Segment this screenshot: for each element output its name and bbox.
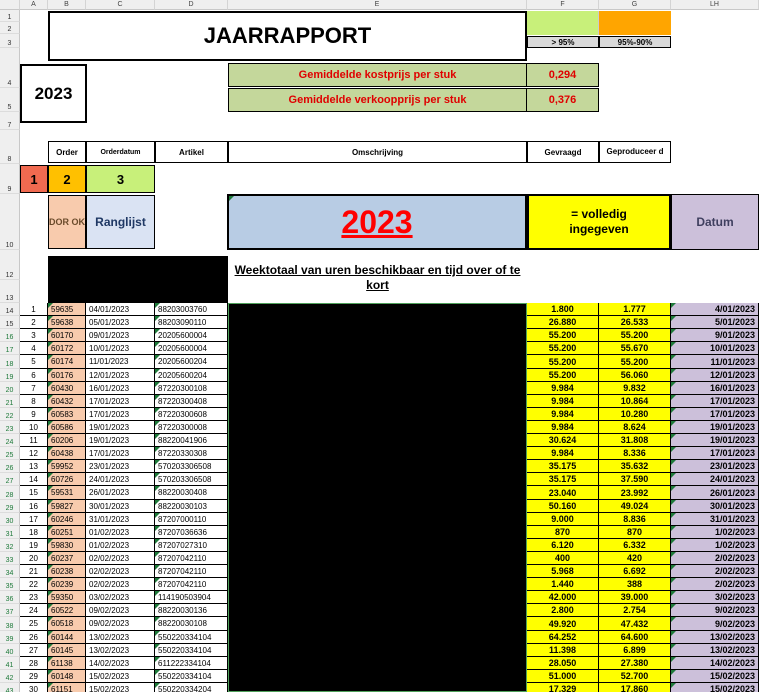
artikel-cell[interactable]: 88203090110 — [155, 316, 228, 329]
artikel-cell[interactable]: 550220334104 — [155, 644, 228, 657]
geproduceerd-cell[interactable]: 6.332 — [599, 539, 671, 552]
orderdatum-cell[interactable]: 09/01/2023 — [86, 329, 155, 342]
volledig-legend: = volledig ingegeven — [527, 194, 671, 250]
gevraagd-cell[interactable]: 26.880 — [527, 316, 599, 329]
datum-cell[interactable]: 13/02/2023 — [671, 631, 759, 644]
orderdatum-cell[interactable]: 03/02/2023 — [86, 591, 155, 604]
header-orderdatum[interactable]: Orderdatum — [86, 141, 155, 163]
geproduceerd-cell[interactable]: 388 — [599, 578, 671, 591]
datum-cell[interactable]: 12/01/2023 — [671, 369, 759, 382]
row-header[interactable]: 3 — [0, 34, 20, 48]
row-header[interactable]: 36 — [0, 591, 20, 604]
order-cell[interactable]: 60251 — [48, 526, 86, 539]
column-header-b[interactable]: B — [48, 0, 86, 10]
artikel-cell[interactable]: 87207042110 — [155, 565, 228, 578]
row-header[interactable]: 35 — [0, 578, 20, 591]
geproduceerd-cell[interactable]: 37.590 — [599, 473, 671, 486]
row-header[interactable]: 41 — [0, 657, 20, 670]
orderdatum-cell[interactable]: 26/01/2023 — [86, 486, 155, 500]
geproduceerd-cell[interactable]: 47.432 — [599, 617, 671, 631]
orderdatum-cell[interactable]: 14/02/2023 — [86, 657, 155, 670]
orderdatum-cell[interactable]: 12/01/2023 — [86, 369, 155, 382]
row-header[interactable]: 9 — [0, 164, 20, 194]
ranglijst-button[interactable]: Ranglijst — [86, 195, 155, 249]
year-box[interactable]: 2023 — [20, 64, 87, 123]
order-cell[interactable]: 60726 — [48, 473, 86, 486]
datum-cell[interactable]: 10/01/2023 — [671, 342, 759, 355]
orderdatum-cell[interactable]: 01/02/2023 — [86, 539, 155, 552]
gevraagd-cell[interactable]: 9.984 — [527, 395, 599, 408]
row-index-cell[interactable]: 7 — [20, 382, 48, 395]
gevraagd-cell[interactable]: 51.000 — [527, 670, 599, 683]
gevraagd-cell[interactable]: 6.120 — [527, 539, 599, 552]
header-geproduceerd[interactable]: Geproduceer d — [599, 141, 671, 163]
order-cell[interactable]: 60522 — [48, 604, 86, 617]
geproduceerd-cell[interactable]: 2.754 — [599, 604, 671, 617]
gevraagd-cell[interactable]: 1.440 — [527, 578, 599, 591]
order-cell[interactable]: 59531 — [48, 486, 86, 500]
order-cell[interactable]: 60170 — [48, 329, 86, 342]
row-header[interactable]: 26 — [0, 460, 20, 473]
order-cell[interactable]: 60518 — [48, 617, 86, 631]
row-index-cell[interactable]: 4 — [20, 342, 48, 355]
row-header[interactable]: 25 — [0, 447, 20, 460]
artikel-cell[interactable]: 87220300108 — [155, 382, 228, 395]
artikel-cell[interactable]: 87207000110 — [155, 513, 228, 526]
orderdatum-cell[interactable]: 17/01/2023 — [86, 447, 155, 460]
artikel-cell[interactable]: 87207036636 — [155, 526, 228, 539]
geproduceerd-cell[interactable]: 9.832 — [599, 382, 671, 395]
header-artikel[interactable]: Artikel — [155, 141, 228, 163]
row-index-cell[interactable]: 18 — [20, 526, 48, 539]
orderdatum-cell[interactable]: 31/01/2023 — [86, 513, 155, 526]
row-index-cell[interactable]: 8 — [20, 395, 48, 408]
row-index-cell[interactable]: 28 — [20, 657, 48, 670]
row-header[interactable]: 27 — [0, 473, 20, 486]
datum-cell[interactable]: 9/01/2023 — [671, 329, 759, 342]
orderdatum-cell[interactable]: 17/01/2023 — [86, 408, 155, 421]
order-cell[interactable]: 60430 — [48, 382, 86, 395]
geproduceerd-cell[interactable]: 6.692 — [599, 565, 671, 578]
row-header[interactable]: 43 — [0, 683, 20, 692]
order-cell[interactable]: 60432 — [48, 395, 86, 408]
geproduceerd-cell[interactable]: 55.200 — [599, 329, 671, 342]
order-cell[interactable]: 60438 — [48, 447, 86, 460]
row-header[interactable]: 8 — [0, 130, 20, 164]
artikel-cell[interactable]: 87220300408 — [155, 395, 228, 408]
sort-button-1[interactable]: 1 — [20, 165, 48, 193]
datum-cell[interactable]: 31/01/2023 — [671, 513, 759, 526]
gevraagd-cell[interactable]: 30.624 — [527, 434, 599, 447]
artikel-cell[interactable]: 87207042110 — [155, 578, 228, 591]
geproduceerd-cell[interactable]: 52.700 — [599, 670, 671, 683]
gevraagd-cell[interactable]: 35.175 — [527, 460, 599, 473]
row-header[interactable]: 30 — [0, 513, 20, 526]
gevraagd-cell[interactable]: 5.968 — [527, 565, 599, 578]
row-header[interactable]: 12 — [0, 250, 20, 280]
select-all-corner[interactable] — [0, 0, 20, 10]
datum-cell[interactable]: 11/01/2023 — [671, 355, 759, 369]
orderdatum-cell[interactable]: 19/01/2023 — [86, 421, 155, 434]
artikel-cell[interactable]: 88220041906 — [155, 434, 228, 447]
order-cell[interactable]: 60583 — [48, 408, 86, 421]
artikel-cell[interactable]: 88220030103 — [155, 500, 228, 513]
geproduceerd-cell[interactable]: 64.600 — [599, 631, 671, 644]
orderdatum-cell[interactable]: 19/01/2023 — [86, 434, 155, 447]
order-cell[interactable]: 60148 — [48, 670, 86, 683]
orderdatum-cell[interactable]: 09/02/2023 — [86, 604, 155, 617]
artikel-cell[interactable]: 88220030136 — [155, 604, 228, 617]
datum-cell[interactable]: 15/02/2023 — [671, 670, 759, 683]
row-index-cell[interactable]: 23 — [20, 591, 48, 604]
order-cell[interactable]: 60144 — [48, 631, 86, 644]
datum-cell[interactable]: 9/02/2023 — [671, 617, 759, 631]
geproduceerd-cell[interactable]: 8.836 — [599, 513, 671, 526]
sort-button-2[interactable]: 2 — [48, 165, 86, 193]
geproduceerd-cell[interactable]: 31.808 — [599, 434, 671, 447]
orderdatum-cell[interactable]: 01/02/2023 — [86, 526, 155, 539]
datum-cell[interactable]: 13/02/2023 — [671, 644, 759, 657]
artikel-cell[interactable]: 87207027310 — [155, 539, 228, 552]
geproduceerd-cell[interactable]: 23.992 — [599, 486, 671, 500]
sort-button-3[interactable]: 3 — [86, 165, 155, 193]
row-index-cell[interactable]: 1 — [20, 303, 48, 316]
order-cell[interactable]: 59635 — [48, 303, 86, 316]
geproduceerd-cell[interactable]: 420 — [599, 552, 671, 565]
geproduceerd-cell[interactable]: 6.899 — [599, 644, 671, 657]
orderdatum-cell[interactable]: 17/01/2023 — [86, 395, 155, 408]
datum-cell[interactable]: 1/02/2023 — [671, 539, 759, 552]
artikel-cell[interactable]: 20205600004 — [155, 342, 228, 355]
row-index-cell[interactable]: 3 — [20, 329, 48, 342]
gevraagd-cell[interactable]: 9.984 — [527, 408, 599, 421]
datum-cell[interactable]: 4/01/2023 — [671, 303, 759, 316]
weektotaal-label: Weektotaal van uren beschikbaar en tijd over of te kort — [234, 263, 521, 292]
artikel-cell[interactable]: 570203306508 — [155, 473, 228, 486]
artikel-cell[interactable]: 20205600204 — [155, 369, 228, 382]
row-header[interactable]: 19 — [0, 369, 20, 382]
row-header[interactable]: 29 — [0, 500, 20, 513]
geproduceerd-cell[interactable]: 10.280 — [599, 408, 671, 421]
order-cell[interactable]: 60238 — [48, 565, 86, 578]
row-header[interactable]: 33 — [0, 552, 20, 565]
orderdatum-cell[interactable]: 16/01/2023 — [86, 382, 155, 395]
row-index-cell[interactable]: 9 — [20, 408, 48, 421]
header-order[interactable]: Order — [48, 141, 86, 163]
artikel-cell[interactable]: 88220030108 — [155, 617, 228, 631]
artikel-cell[interactable]: 87207042110 — [155, 552, 228, 565]
avg-cost-label: Gemiddelde kostprijs per stuk — [228, 63, 527, 87]
row-header[interactable]: 24 — [0, 434, 20, 447]
legend-orange-swatch — [599, 11, 671, 35]
order-cell[interactable]: 61138 — [48, 657, 86, 670]
datum-cell[interactable]: 15/02/2023 — [671, 683, 759, 692]
banner-year: 2023 — [227, 194, 527, 250]
dorok-button[interactable]: DOR OK — [48, 195, 86, 249]
row-index-cell[interactable]: 22 — [20, 578, 48, 591]
row-header[interactable]: 38 — [0, 617, 20, 631]
artikel-cell[interactable]: 87220300608 — [155, 408, 228, 421]
header-datum[interactable]: Datum — [671, 194, 759, 250]
orderdatum-cell[interactable]: 02/02/2023 — [86, 565, 155, 578]
datum-cell[interactable]: 17/01/2023 — [671, 447, 759, 460]
row-index-cell[interactable]: 25 — [20, 617, 48, 631]
datum-cell[interactable]: 1/02/2023 — [671, 526, 759, 539]
legend-green-label: > 95% — [527, 36, 599, 48]
gevraagd-cell[interactable]: 11.398 — [527, 644, 599, 657]
gevraagd-cell[interactable]: 9.984 — [527, 447, 599, 460]
row-index-cell[interactable]: 13 — [20, 460, 48, 473]
artikel-cell[interactable]: 87220330308 — [155, 447, 228, 460]
orderdatum-cell[interactable]: 11/01/2023 — [86, 355, 155, 369]
datum-cell[interactable]: 17/01/2023 — [671, 408, 759, 421]
orderdatum-cell[interactable]: 24/01/2023 — [86, 473, 155, 486]
gevraagd-cell[interactable]: 23.040 — [527, 486, 599, 500]
row-header[interactable]: 42 — [0, 670, 20, 683]
artikel-cell[interactable]: 88220030408 — [155, 486, 228, 500]
row-header[interactable]: 40 — [0, 644, 20, 657]
row-index-cell[interactable]: 30 — [20, 683, 48, 692]
geproduceerd-cell[interactable]: 35.632 — [599, 460, 671, 473]
datum-cell[interactable]: 2/02/2023 — [671, 565, 759, 578]
geproduceerd-cell[interactable]: 49.024 — [599, 500, 671, 513]
order-cell[interactable]: 59827 — [48, 500, 86, 513]
datum-cell[interactable]: 14/02/2023 — [671, 657, 759, 670]
column-header-lh[interactable]: LH — [671, 0, 759, 10]
datum-cell[interactable]: 17/01/2023 — [671, 395, 759, 408]
orderdatum-cell[interactable]: 09/02/2023 — [86, 617, 155, 631]
orderdatum-cell[interactable]: 30/01/2023 — [86, 500, 155, 513]
redacted-block-top — [48, 256, 228, 303]
geproduceerd-cell[interactable]: 17.860 — [599, 683, 671, 692]
row-index-cell[interactable]: 26 — [20, 631, 48, 644]
row-header[interactable]: 7 — [0, 112, 20, 130]
gevraagd-cell[interactable]: 1.800 — [527, 303, 599, 316]
artikel-cell[interactable]: 611222334104 — [155, 657, 228, 670]
datum-cell[interactable]: 24/01/2023 — [671, 473, 759, 486]
order-cell[interactable]: 59830 — [48, 539, 86, 552]
row-index-cell[interactable]: 17 — [20, 513, 48, 526]
orderdatum-cell[interactable]: 02/02/2023 — [86, 578, 155, 591]
row-header[interactable]: 20 — [0, 382, 20, 395]
row-index-cell[interactable]: 29 — [20, 670, 48, 683]
row-index-cell[interactable]: 6 — [20, 369, 48, 382]
artikel-cell[interactable]: 570203306508 — [155, 460, 228, 473]
geproduceerd-cell[interactable]: 56.060 — [599, 369, 671, 382]
datum-cell[interactable]: 19/01/2023 — [671, 434, 759, 447]
row-header[interactable]: 32 — [0, 539, 20, 552]
legend-green-swatch — [527, 11, 599, 35]
avg-sell-label: Gemiddelde verkoopprijs per stuk — [228, 88, 527, 112]
gevraagd-cell[interactable]: 870 — [527, 526, 599, 539]
row-index-cell[interactable]: 14 — [20, 473, 48, 486]
geproduceerd-cell[interactable]: 1.777 — [599, 303, 671, 316]
gevraagd-cell[interactable]: 400 — [527, 552, 599, 565]
row-header[interactable]: 22 — [0, 408, 20, 421]
datum-cell[interactable]: 26/01/2023 — [671, 486, 759, 500]
order-cell[interactable]: 59350 — [48, 591, 86, 604]
redacted-description-column — [228, 303, 527, 692]
order-cell[interactable]: 60239 — [48, 578, 86, 591]
datum-cell[interactable]: 23/01/2023 — [671, 460, 759, 473]
order-cell[interactable]: 60145 — [48, 644, 86, 657]
geproduceerd-cell[interactable]: 39.000 — [599, 591, 671, 604]
row-index-cell[interactable]: 5 — [20, 355, 48, 369]
report-title: JAARRAPPORT — [48, 11, 527, 61]
artikel-cell[interactable]: 114190503904 — [155, 591, 228, 604]
avg-sell-value[interactable]: 0,376 — [526, 88, 599, 112]
orderdatum-cell[interactable]: 04/01/2023 — [86, 303, 155, 316]
row-header[interactable]: 21 — [0, 395, 20, 408]
artikel-cell[interactable]: 550220334104 — [155, 631, 228, 644]
row-header[interactable]: 16 — [0, 329, 20, 342]
header-gevraagd[interactable]: Gevraagd — [527, 141, 599, 163]
row-header[interactable]: 1 — [0, 10, 20, 22]
gevraagd-cell[interactable]: 55.200 — [527, 342, 599, 355]
geproduceerd-cell[interactable]: 8.624 — [599, 421, 671, 434]
orderdatum-cell[interactable]: 02/02/2023 — [86, 552, 155, 565]
datum-cell[interactable]: 2/02/2023 — [671, 552, 759, 565]
row-header[interactable]: 10 — [0, 194, 20, 250]
artikel-cell[interactable]: 20205600004 — [155, 329, 228, 342]
row-header[interactable]: 28 — [0, 486, 20, 500]
artikel-cell[interactable]: 550220334204 — [155, 683, 228, 692]
gevraagd-cell[interactable]: 9.000 — [527, 513, 599, 526]
gevraagd-cell[interactable]: 55.200 — [527, 329, 599, 342]
gevraagd-cell[interactable]: 42.000 — [527, 591, 599, 604]
order-cell[interactable]: 60206 — [48, 434, 86, 447]
datum-cell[interactable]: 16/01/2023 — [671, 382, 759, 395]
legend-orange-label: 95%-90% — [599, 36, 671, 48]
row-index-cell[interactable]: 2 — [20, 316, 48, 329]
datum-cell[interactable]: 3/02/2023 — [671, 591, 759, 604]
datum-cell[interactable]: 19/01/2023 — [671, 421, 759, 434]
row-header[interactable]: 23 — [0, 421, 20, 434]
row-index-cell[interactable]: 15 — [20, 486, 48, 500]
row-header[interactable]: 15 — [0, 316, 20, 329]
gevraagd-cell[interactable]: 35.175 — [527, 473, 599, 486]
orderdatum-cell[interactable]: 23/01/2023 — [86, 460, 155, 473]
gevraagd-cell[interactable]: 9.984 — [527, 421, 599, 434]
artikel-cell[interactable]: 88203003760 — [155, 303, 228, 316]
order-cell[interactable]: 60237 — [48, 552, 86, 565]
row-header[interactable]: 39 — [0, 631, 20, 644]
gevraagd-cell[interactable]: 28.050 — [527, 657, 599, 670]
gevraagd-cell[interactable]: 64.252 — [527, 631, 599, 644]
row-index-cell[interactable]: 12 — [20, 447, 48, 460]
geproduceerd-cell[interactable]: 27.380 — [599, 657, 671, 670]
gevraagd-cell[interactable]: 2.800 — [527, 604, 599, 617]
column-header-a[interactable]: A — [20, 0, 48, 10]
gevraagd-cell[interactable]: 9.984 — [527, 382, 599, 395]
order-cell[interactable]: 59952 — [48, 460, 86, 473]
orderdatum-cell[interactable]: 13/02/2023 — [86, 631, 155, 644]
row-header[interactable]: 37 — [0, 604, 20, 617]
geproduceerd-cell[interactable]: 55.670 — [599, 342, 671, 355]
row-index-cell[interactable]: 24 — [20, 604, 48, 617]
datum-cell[interactable]: 9/02/2023 — [671, 604, 759, 617]
row-header[interactable]: 31 — [0, 526, 20, 539]
row-header[interactable]: 17 — [0, 342, 20, 355]
row-index-cell[interactable]: 16 — [20, 500, 48, 513]
row-header[interactable]: 13 — [0, 280, 20, 303]
gevraagd-cell[interactable]: 55.200 — [527, 369, 599, 382]
artikel-cell[interactable]: 20205600204 — [155, 355, 228, 369]
row-index-cell[interactable]: 27 — [20, 644, 48, 657]
column-header-c[interactable]: C — [86, 0, 155, 10]
row-header[interactable]: 4 — [0, 48, 20, 88]
artikel-cell[interactable]: 87220300008 — [155, 421, 228, 434]
geproduceerd-cell[interactable]: 26.533 — [599, 316, 671, 329]
artikel-cell[interactable]: 550220334104 — [155, 670, 228, 683]
datum-cell[interactable]: 2/02/2023 — [671, 578, 759, 591]
datum-cell[interactable]: 30/01/2023 — [671, 500, 759, 513]
order-cell[interactable]: 60246 — [48, 513, 86, 526]
orderdatum-cell[interactable]: 10/01/2023 — [86, 342, 155, 355]
datum-cell[interactable]: 5/01/2023 — [671, 316, 759, 329]
row-header[interactable]: 14 — [0, 303, 20, 316]
column-header-f[interactable]: F — [527, 0, 599, 10]
order-cell[interactable]: 60174 — [48, 355, 86, 369]
row-index-cell[interactable]: 10 — [20, 421, 48, 434]
gevraagd-cell[interactable]: 49.920 — [527, 617, 599, 631]
orderdatum-cell[interactable]: 05/01/2023 — [86, 316, 155, 329]
order-cell[interactable]: 59638 — [48, 316, 86, 329]
orderdatum-cell[interactable]: 13/02/2023 — [86, 644, 155, 657]
row-index-cell[interactable]: 20 — [20, 552, 48, 565]
order-cell[interactable]: 60586 — [48, 421, 86, 434]
geproduceerd-cell[interactable]: 10.864 — [599, 395, 671, 408]
gevraagd-cell[interactable]: 50.160 — [527, 500, 599, 513]
row-header[interactable]: 2 — [0, 22, 20, 34]
geproduceerd-cell[interactable]: 870 — [599, 526, 671, 539]
row-index-cell[interactable]: 19 — [20, 539, 48, 552]
row-index-cell[interactable]: 11 — [20, 434, 48, 447]
geproduceerd-cell[interactable]: 8.336 — [599, 447, 671, 460]
row-header[interactable]: 18 — [0, 355, 20, 369]
orderdatum-cell[interactable]: 15/02/2023 — [86, 670, 155, 683]
gevraagd-cell[interactable]: 17.329 — [527, 683, 599, 692]
orderdatum-cell[interactable]: 15/02/2023 — [86, 683, 155, 692]
gevraagd-cell[interactable]: 55.200 — [527, 355, 599, 369]
header-omschrijving[interactable]: Omschrijving — [228, 141, 527, 163]
row-header[interactable]: 5 — [0, 88, 20, 112]
column-header-e[interactable]: E — [228, 0, 527, 10]
column-header-g[interactable]: G — [599, 0, 671, 10]
row-index-cell[interactable]: 21 — [20, 565, 48, 578]
order-cell[interactable]: 61151 — [48, 683, 86, 692]
column-header-d[interactable]: D — [155, 0, 228, 10]
order-cell[interactable]: 60176 — [48, 369, 86, 382]
order-cell[interactable]: 60172 — [48, 342, 86, 355]
geproduceerd-cell[interactable]: 55.200 — [599, 355, 671, 369]
row-header[interactable]: 34 — [0, 565, 20, 578]
avg-cost-value[interactable]: 0,294 — [526, 63, 599, 87]
